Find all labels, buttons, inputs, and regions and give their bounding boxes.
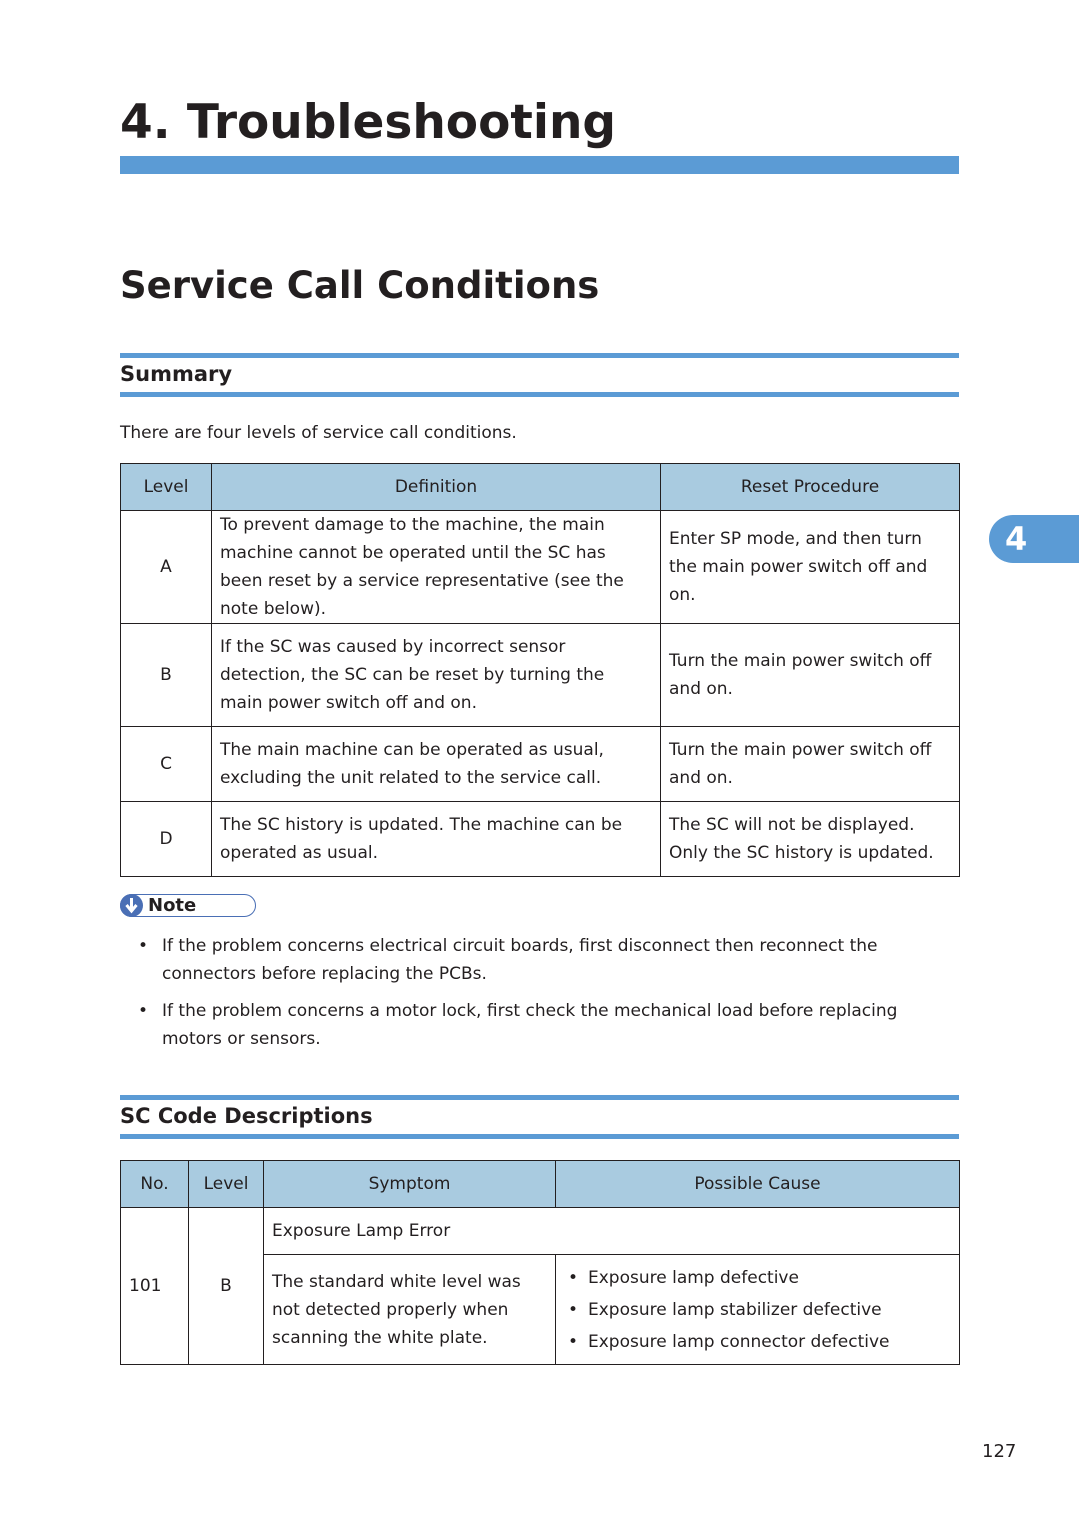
level-cell: B [121,624,212,727]
reset-cell: Turn the main power switch off and on. [661,624,960,727]
list-item: • If the problem concerns a motor lock, first check the mechanical load before replacing motors or sensors. [138,997,960,1053]
sc-number-cell: 101 [121,1208,189,1365]
list-item: • Exposure lamp connector defective [564,1328,951,1356]
list-item: • If the problem concerns electrical circuit boards, first disconnect then reconnect the connectors before replacing the PCBs. [138,932,960,988]
sc-codes-rule-bottom [120,1134,959,1139]
list-item: • Exposure lamp stabilizer defective [564,1296,951,1324]
sc-codes-rule-top [120,1095,959,1100]
chapter-tab [989,515,1079,563]
summary-rule-bottom [120,392,959,397]
reset-cell: The SC will not be displayed. Only the SC history is updated. [661,802,960,877]
page-number: 127 [982,1441,1017,1462]
note-badge [120,894,256,917]
column-header-possible-cause: Possible Cause [556,1161,960,1208]
summary-intro: There are four levels of service call conditions. [120,423,517,443]
table-row [121,511,960,624]
chapter-title: 4. Troubleshooting [120,95,617,150]
service-call-levels-table [120,463,960,877]
chapter-tab-label: 4 [1005,520,1028,558]
sc-codes-heading: SC Code Descriptions [120,1104,373,1128]
definition-cell: The SC history is updated. The machine can be operated as usual. [212,802,661,877]
table-row [121,624,960,727]
table-row [121,727,960,802]
note-label: Note [148,895,197,916]
chapter-title-bar [120,156,959,174]
list-item: • Exposure lamp defective [564,1264,951,1292]
definition-cell: The main machine can be operated as usual, excluding the unit related to the service call. [212,727,661,802]
level-cell: A [121,511,212,624]
level-cell: C [121,727,212,802]
cause-list [564,1264,951,1356]
column-header-no: No. [121,1161,189,1208]
table-row [121,1208,960,1255]
table-header-row [121,1161,960,1208]
column-header-definition: Definition [212,464,661,511]
column-header-level: Level [121,464,212,511]
down-arrow-icon [120,894,143,917]
reset-cell: Enter SP mode, and then turn the main power switch off and on. [661,511,960,624]
column-header-level: Level [189,1161,264,1208]
sc-level-cell: B [189,1208,264,1365]
column-header-reset-procedure: Reset Procedure [661,464,960,511]
summary-rule-top [120,353,959,358]
table-header-row [121,464,960,511]
sc-code-table [120,1160,960,1365]
definition-cell: If the SC was caused by incorrect sensor detection, the SC can be reset by turning the main power switch off and on. [212,624,661,727]
level-cell: D [121,802,212,877]
note-list [138,932,960,1062]
sc-cause-cell [556,1255,960,1365]
sc-name-cell: Exposure Lamp Error [264,1208,960,1255]
sc-symptom-cell: The standard white level was not detected properly when scanning the white plate. [264,1255,556,1365]
summary-heading: Summary [120,362,233,386]
table-row [121,802,960,877]
section-title: Service Call Conditions [120,264,600,307]
reset-cell: Turn the main power switch off and on. [661,727,960,802]
column-header-symptom: Symptom [264,1161,556,1208]
definition-cell: To prevent damage to the machine, the main machine cannot be operated until the SC has been reset by a service representative (see the note below). [212,511,661,624]
